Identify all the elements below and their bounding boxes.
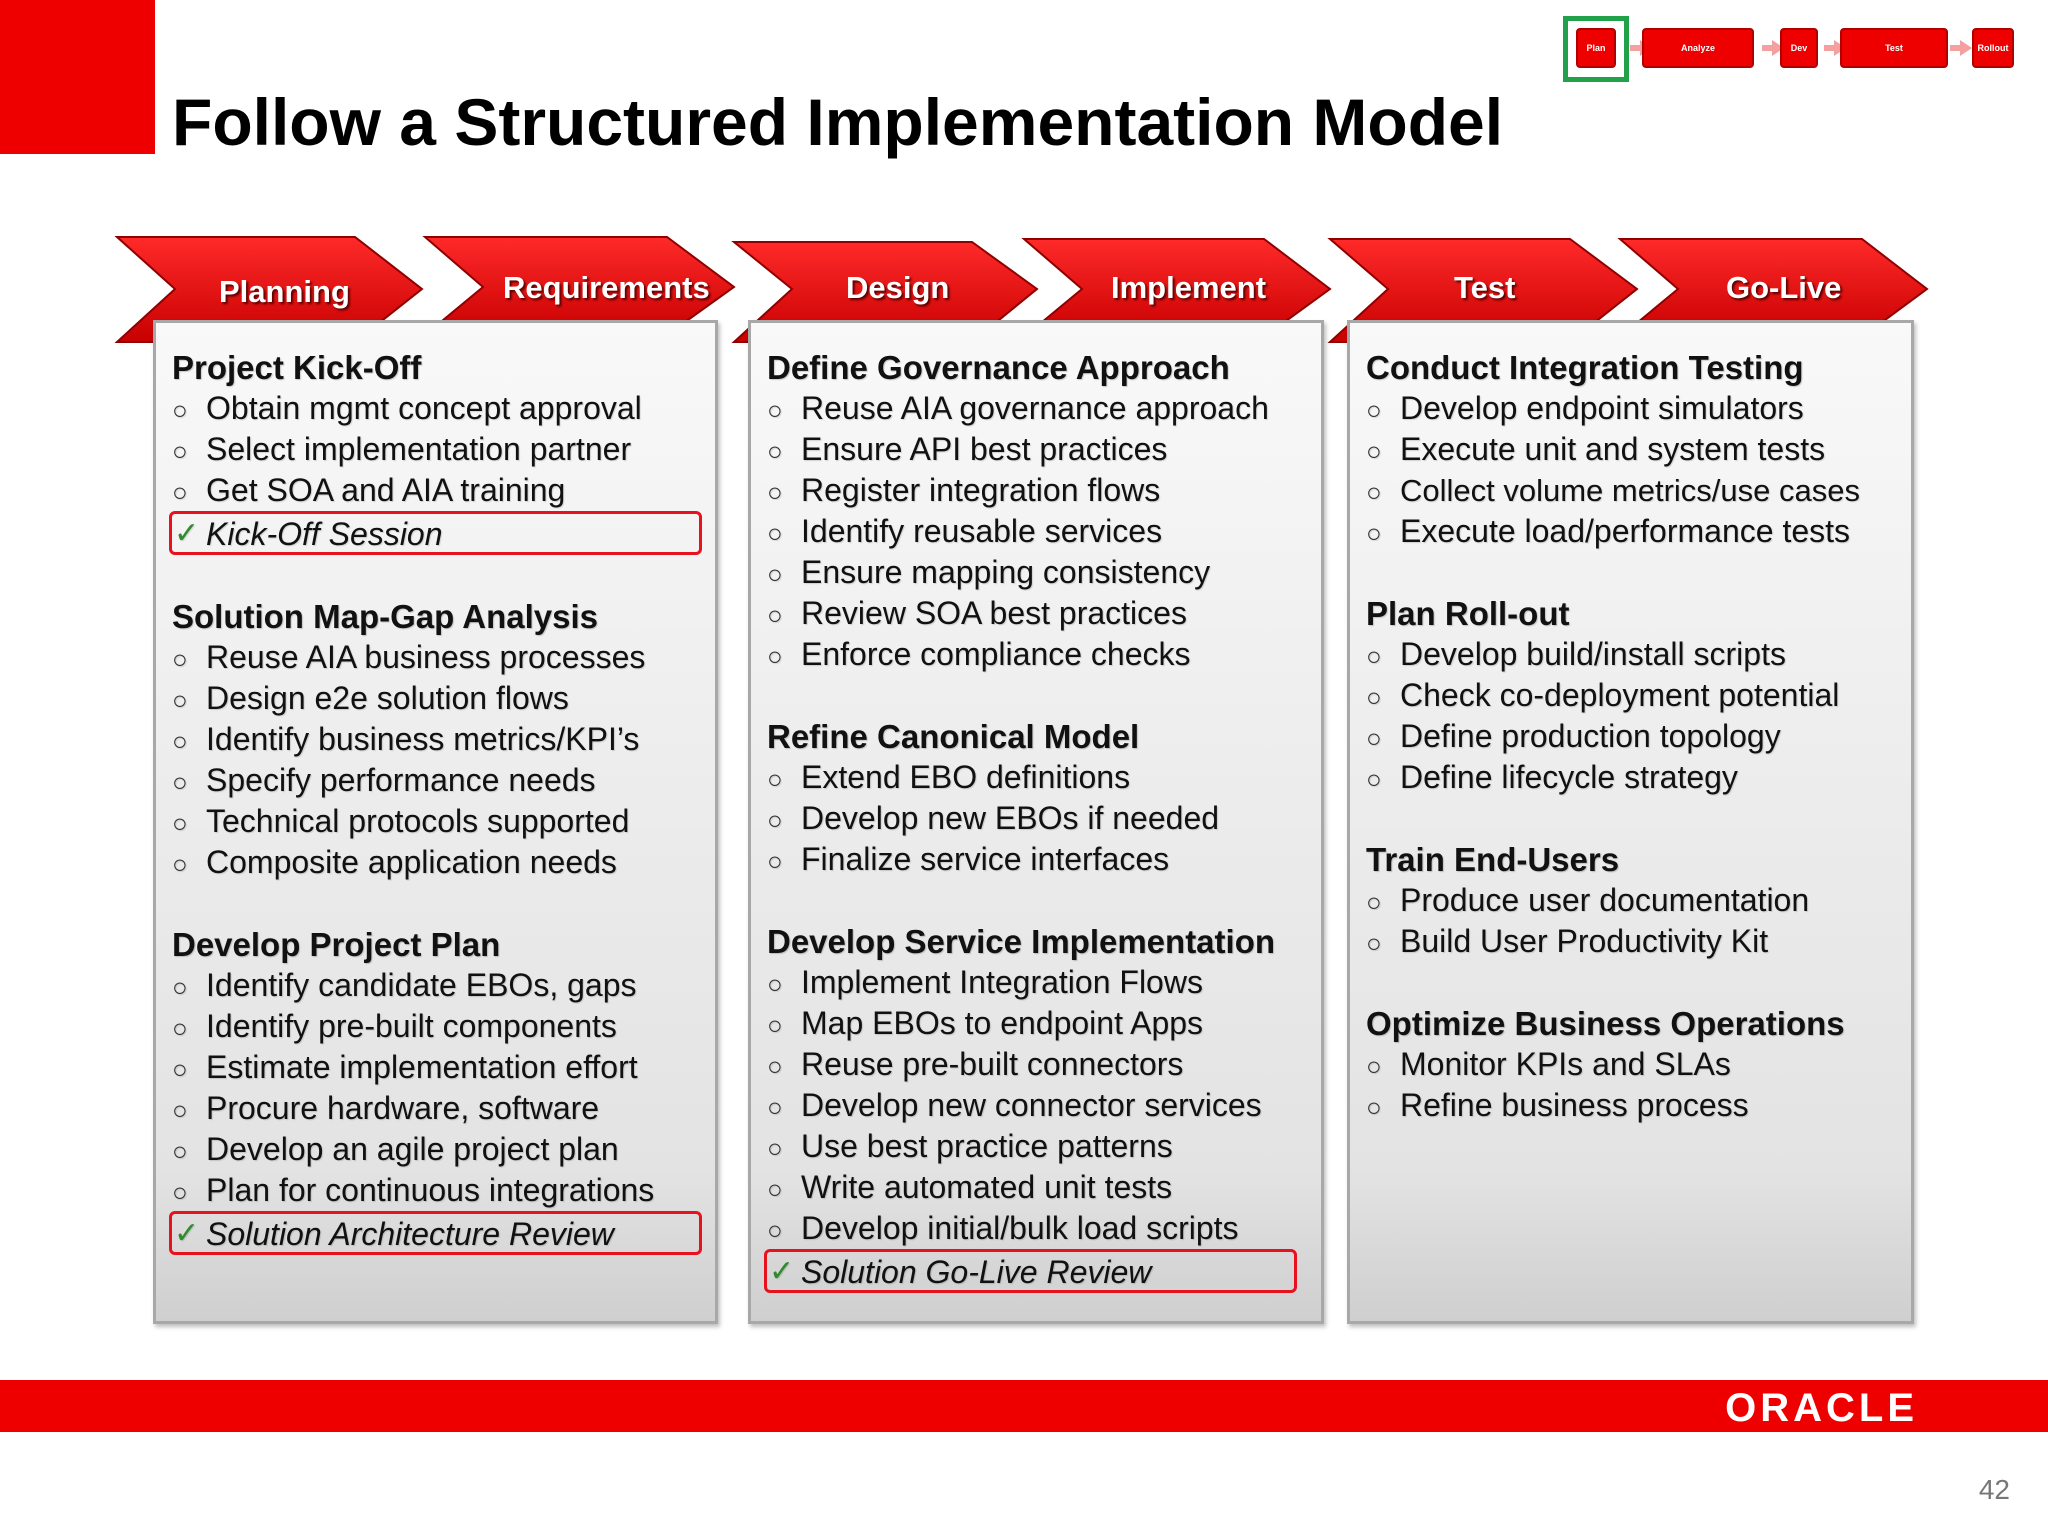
checkpoint-solution-architecture-review: ✓ Solution Architecture Review (169, 1211, 702, 1255)
bullet-icon: ○ (767, 559, 783, 589)
bullet-icon: ○ (767, 1174, 783, 1204)
checkpoint-kick-off-session: ✓ Kick-Off Session (169, 511, 702, 555)
checkmark-icon: ✓ (769, 1255, 795, 1288)
list-item: ○ Produce user documentation (1366, 880, 1907, 921)
bullet-icon: ○ (767, 395, 783, 425)
list-item: ○ Design e2e solution flows (172, 678, 711, 719)
group-optimize-business-operations (1366, 1003, 1907, 1126)
list-item: ○ Execute load/performance tests (1366, 511, 1907, 552)
group-develop-project-plan (172, 924, 711, 1255)
mini-step-plan: Plan (1576, 28, 1616, 68)
stage-design: Design (846, 270, 950, 305)
bullet-icon: ○ (767, 1215, 783, 1245)
bullet-icon: ○ (172, 477, 188, 507)
slide-title: Follow a Structured Implementation Model (172, 85, 1504, 159)
corner-accent (0, 0, 155, 154)
bullet-icon: ○ (1366, 764, 1382, 794)
bullet-icon: ○ (1366, 436, 1382, 466)
list-item: ○ Identify pre-built components (172, 1006, 711, 1047)
list-item: ○ Specify performance needs (172, 760, 711, 801)
bullet-icon: ○ (172, 685, 188, 715)
bullet-icon: ○ (767, 1133, 783, 1163)
list-item: ○ Write automated unit tests (767, 1167, 1317, 1208)
group-title: Plan Roll-out (1366, 595, 1570, 632)
bullet-icon: ○ (767, 805, 783, 835)
list-item: ○ Estimate implementation effort (172, 1047, 711, 1088)
group-conduct-integration-testing (1366, 347, 1907, 552)
list-item: ○ Develop new connector services (767, 1085, 1317, 1126)
list-item: ○ Use best practice patterns (767, 1126, 1317, 1167)
bullet-icon: ○ (1366, 477, 1382, 507)
bullet-icon: ○ (1366, 682, 1382, 712)
list-item: ○ Ensure API best practices (767, 429, 1317, 470)
list-item: ○ Procure hardware, software (172, 1088, 711, 1129)
bullet-icon: ○ (172, 1054, 188, 1084)
oracle-logo: ORACLE (1725, 1386, 1918, 1430)
list-item: ○ Reuse AIA business processes (172, 637, 711, 678)
group-train-end-users (1366, 839, 1907, 962)
list-item: ○ Reuse pre-built connectors (767, 1044, 1317, 1085)
stage-implement: Implement (1111, 270, 1267, 305)
bullet-icon: ○ (767, 1092, 783, 1122)
page-number: 42 (1978, 1474, 2010, 1505)
bullet-icon: ○ (172, 395, 188, 425)
list-item: ○ Enforce compliance checks (767, 634, 1317, 675)
list-item: ○ Identify business metrics/KPI’s (172, 719, 711, 760)
bullet-icon: ○ (767, 764, 783, 794)
list-item: ○ Identify candidate EBOs, gaps (172, 965, 711, 1006)
bullet-icon: ○ (1366, 887, 1382, 917)
list-item: ○ Check co-deployment potential (1366, 675, 1907, 716)
bullet-icon: ○ (1366, 723, 1382, 753)
bullet-icon: ○ (767, 436, 783, 466)
list-item: ○ Execute unit and system tests (1366, 429, 1907, 470)
checkmark-icon: ✓ (174, 1217, 200, 1250)
list-item: ○ Review SOA best practices (767, 593, 1317, 634)
bullet-icon: ○ (1366, 518, 1382, 548)
list-item: ○ Finalize service interfaces (767, 839, 1317, 880)
list-item: ○ Get SOA and AIA training (172, 470, 711, 511)
list-item: ○ Map EBOs to endpoint Apps (767, 1003, 1317, 1044)
list-item: ○ Define production topology (1366, 716, 1907, 757)
bullet-icon: ○ (767, 600, 783, 630)
list-item: ○ Develop initial/bulk load scripts (767, 1208, 1317, 1249)
list-item: ○ Obtain mgmt concept approval (172, 388, 711, 429)
bullet-icon: ○ (172, 1136, 188, 1166)
list-item: ○ Collect volume metrics/use cases (1366, 470, 1907, 511)
group-plan-roll-out (1366, 593, 1907, 798)
stage-go-live: Go-Live (1726, 270, 1842, 305)
list-item: ○ Refine business process (1366, 1085, 1907, 1126)
list-item: ○ Develop endpoint simulators (1366, 388, 1907, 429)
stage-requirements: Requirements (503, 270, 710, 305)
group-title: Train End-Users (1366, 841, 1620, 878)
bullet-icon: ○ (172, 644, 188, 674)
bullet-icon: ○ (172, 1013, 188, 1043)
mini-step-analyze: Analyze (1642, 28, 1754, 68)
bullet-icon: ○ (767, 641, 783, 671)
group-title: Refine Canonical Model (767, 718, 1140, 755)
bullet-icon: ○ (172, 808, 188, 838)
list-item: ○ Monitor KPIs and SLAs (1366, 1044, 1907, 1085)
list-item: ○ Define lifecycle strategy (1366, 757, 1907, 798)
panel-planning-requirements (153, 320, 718, 1324)
footer-bar (0, 1380, 2048, 1432)
bullet-icon: ○ (172, 436, 188, 466)
checkmark-icon: ✓ (174, 517, 200, 550)
bullet-icon: ○ (767, 969, 783, 999)
group-title: Conduct Integration Testing (1366, 349, 1804, 386)
list-item: ○ Develop build/install scripts (1366, 634, 1907, 675)
mini-step-rollout: Rollout (1972, 28, 2014, 68)
bullet-icon: ○ (1366, 395, 1382, 425)
list-item: ○ Ensure mapping consistency (767, 552, 1317, 593)
group-project-kick-off (172, 347, 711, 555)
panel-test-go-live (1347, 320, 1914, 1324)
group-title: Solution Map-Gap Analysis (172, 598, 598, 635)
group-define-governance (767, 347, 1317, 675)
bullet-icon: ○ (172, 1177, 188, 1207)
stage-test: Test (1454, 270, 1516, 305)
stage-planning: Planning (219, 274, 350, 309)
bullet-icon: ○ (172, 767, 188, 797)
list-item: ○ Extend EBO definitions (767, 757, 1317, 798)
list-item: ○ Build User Productivity Kit (1366, 921, 1907, 962)
list-item: ○ Composite application needs (172, 842, 711, 883)
bullet-icon: ○ (767, 1010, 783, 1040)
list-item: ○ Technical protocols supported (172, 801, 711, 842)
group-title: Optimize Business Operations (1366, 1005, 1845, 1042)
bullet-icon: ○ (172, 726, 188, 756)
bullet-icon: ○ (1366, 1092, 1382, 1122)
list-item: ○ Develop an agile project plan (172, 1129, 711, 1170)
list-item: ○ Plan for continuous integrations (172, 1170, 711, 1211)
list-item: ○ Select implementation partner (172, 429, 711, 470)
bullet-icon: ○ (767, 846, 783, 876)
bullet-icon: ○ (767, 518, 783, 548)
list-item: ○ Identify reusable services (767, 511, 1317, 552)
bullet-icon: ○ (1366, 641, 1382, 671)
bullet-icon: ○ (172, 849, 188, 879)
list-item: ○ Implement Integration Flows (767, 962, 1317, 1003)
group-develop-service-implementation (767, 921, 1317, 1293)
list-item: ○ Reuse AIA governance approach (767, 388, 1317, 429)
bullet-icon: ○ (767, 1051, 783, 1081)
bullet-icon: ○ (172, 1095, 188, 1125)
group-title: Define Governance Approach (767, 349, 1230, 386)
bullet-icon: ○ (1366, 928, 1382, 958)
panel-design-implement (748, 320, 1324, 1324)
bullet-icon: ○ (1366, 1051, 1382, 1081)
mini-arrow-icon (1960, 40, 1972, 56)
mini-step-dev: Dev (1780, 28, 1818, 68)
list-item: ○ Register integration flows (767, 470, 1317, 511)
group-title: Develop Service Implementation (767, 923, 1276, 960)
list-item: ○ Develop new EBOs if needed (767, 798, 1317, 839)
mini-step-test: Test (1840, 28, 1948, 68)
group-title: Project Kick-Off (172, 349, 422, 386)
group-refine-canonical-model (767, 716, 1317, 880)
group-solution-map-gap (172, 596, 711, 883)
checkpoint-solution-go-live-review: ✓ Solution Go-Live Review (764, 1249, 1297, 1293)
current-step-highlight (1563, 16, 1629, 82)
bullet-icon: ○ (767, 477, 783, 507)
group-title: Develop Project Plan (172, 926, 501, 963)
bullet-icon: ○ (172, 972, 188, 1002)
